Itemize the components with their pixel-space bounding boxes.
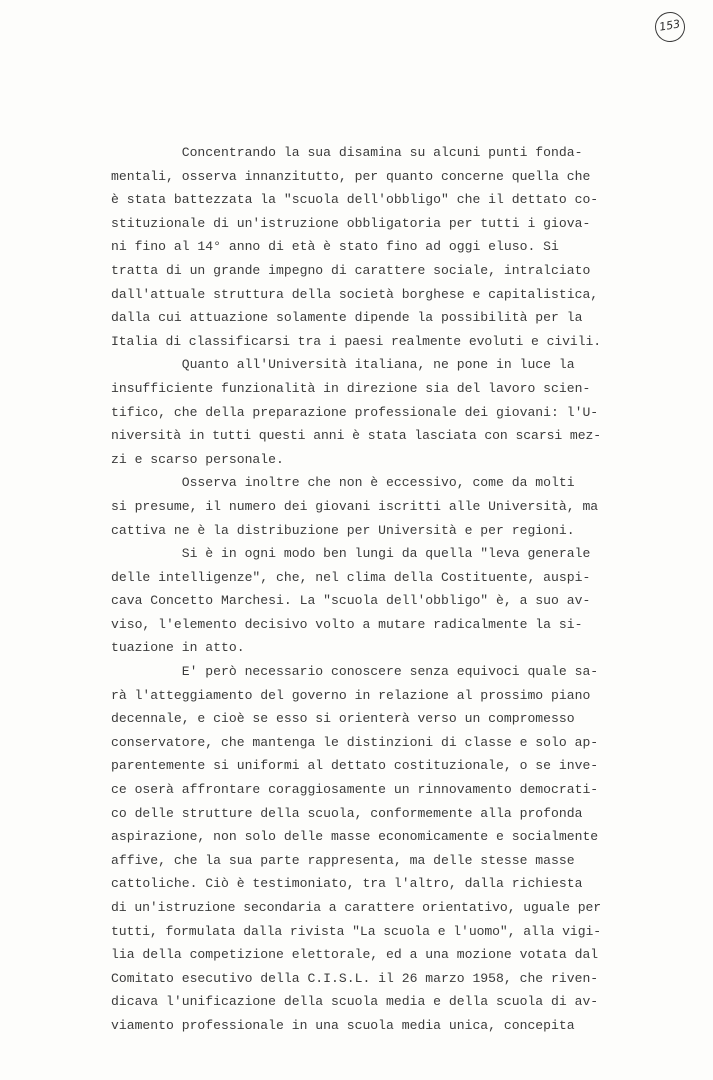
text-line: cattoliche. Ciò è testimoniato, tra l'altro, dalla richiesta — [111, 876, 583, 892]
text-line: tifico, che della preparazione professionale dei giovani: l'U- — [111, 404, 599, 420]
text-line: tutti, formulata dalla rivista "La scuola e l'uomo", alla vigi- — [111, 923, 602, 939]
text-line: tuazione in atto. — [111, 640, 245, 656]
text-line: decennale, e cioè se esso si orienterà verso un compromesso — [111, 711, 575, 727]
page-number-stamp — [653, 10, 688, 45]
text-line: Osserva inoltre che non è eccessivo, come da molti — [111, 475, 575, 491]
text-line: Italia di classificarsi tra i paesi realmente evoluti e civili. — [111, 333, 602, 349]
text-line: cava Concetto Marchesi. La "scuola dell'obbligo" è, a suo av- — [111, 593, 591, 609]
text-line: affive, che la sua parte rappresenta, ma delle stesse masse — [111, 852, 575, 868]
text-line: ni fino al 14° anno di età è stato fino ad oggi eluso. Si — [111, 239, 559, 255]
text-line: Concentrando la sua disamina su alcuni punti fonda- — [111, 145, 583, 160]
text-line: rà l'atteggiamento del governo in relazione al prossimo piano — [111, 687, 591, 703]
text-line: lia della competizione elettorale, ed a una mozione votata dal — [111, 947, 599, 963]
text-line: ce oserà affrontare coraggiosamente un rinnovamento democrati- — [111, 782, 599, 798]
text-line: E' però necessario conoscere senza equivoci quale sa- — [111, 664, 599, 680]
typewritten-body — [111, 141, 601, 1038]
text-line: è stata battezzata la "scuola dell'obbligo" che il dettato co- — [111, 192, 599, 208]
text-line: viso, l'elemento decisivo volto a mutare radicalmente la si- — [111, 616, 583, 632]
text-line: Comitato esecutivo della C.I.S.L. il 26 marzo 1958, che riven- — [111, 970, 599, 986]
text-line: si presume, il numero dei giovani iscritti alle Università, ma — [111, 498, 599, 514]
text-line: cattiva ne è la distribuzione per Università e per regioni. — [111, 522, 575, 538]
text-line: aspirazione, non solo delle masse economicamente e socialmente — [111, 829, 599, 845]
text-line: zi e scarso personale. — [111, 451, 284, 467]
page-number: 153 — [658, 17, 682, 34]
text-line: insufficiente funzionalità in direzione sia del lavoro scien- — [111, 380, 591, 396]
text-line: co delle strutture della scuola, conformemente alla profonda — [111, 805, 583, 821]
text-line: dicava l'unificazione della scuola media e della scuola di av- — [111, 994, 599, 1010]
text-line: delle intelligenze", che, nel clima della Costituente, auspi- — [111, 569, 591, 585]
text-line: dalla cui attuazione solamente dipende la possibilità per la — [111, 310, 583, 326]
text-line: niversità in tutti questi anni è stata lasciata con scarsi mez- — [111, 428, 602, 444]
text-line: dall'attuale struttura della società borghese e capitalistica, — [111, 286, 599, 302]
text-line: Si è in ogni modo ben lungi da quella "leva generale — [111, 546, 591, 562]
text-line: conservatore, che mantenga le distinzioni di classe e solo ap- — [111, 734, 599, 750]
text-line: viamento professionale in una scuola media unica, concepita — [111, 1017, 575, 1033]
text-line: di un'istruzione secondaria a carattere orientativo, uguale per — [111, 900, 602, 915]
text-line: Quanto all'Università italiana, ne pone in luce la — [111, 357, 575, 373]
text-line: tratta di un grande impegno di carattere sociale, intralciato — [111, 262, 591, 278]
text-line: parentemente si uniformi al dettato costituzionale, o se inve- — [111, 758, 599, 774]
text-line: mentali, osserva innanzitutto, per quanto concerne quella che — [111, 168, 591, 184]
text-line: stituzionale di un'istruzione obbligatoria per tutti i giova- — [111, 215, 591, 231]
